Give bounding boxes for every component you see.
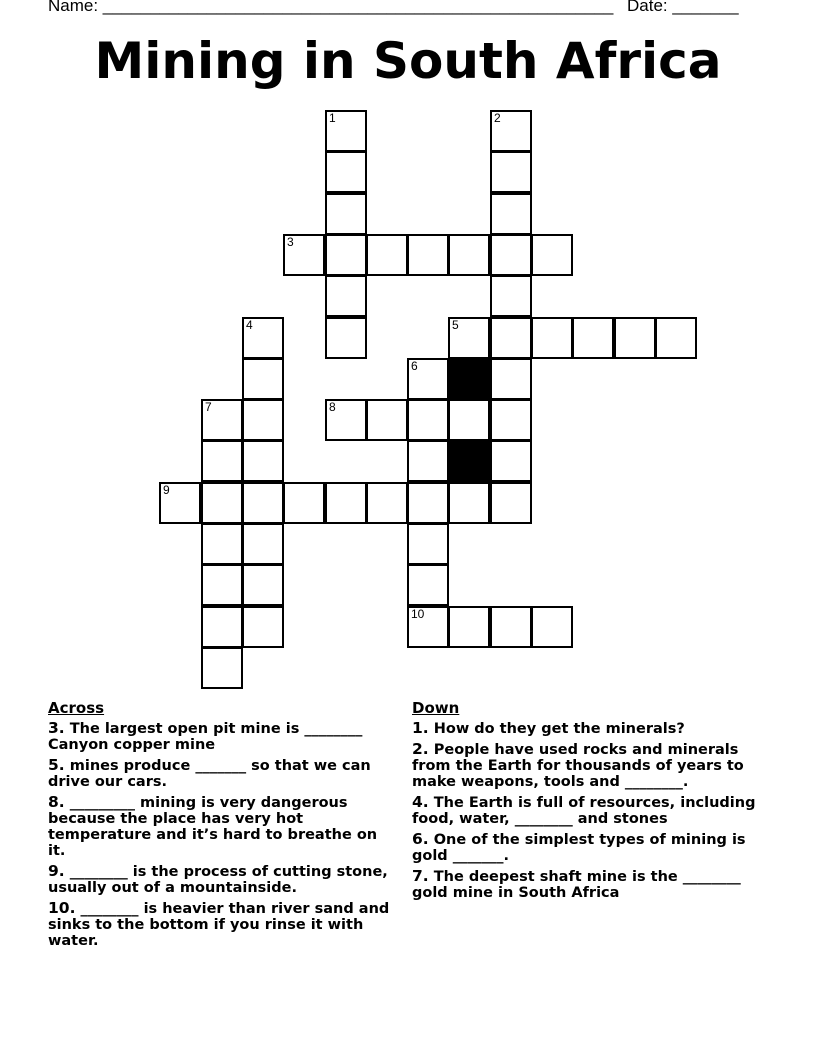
clue-text: One of the simplest types of mining is gold _______. [412,832,746,864]
crossword-cell[interactable] [407,440,449,482]
crossword-cell[interactable] [242,523,284,565]
crossword-cell[interactable] [448,317,490,359]
crossword-cell[interactable] [366,399,408,441]
clue-text: People have used rocks and minerals from the Earth for thousands of years to make weapons, tools and ________. [412,742,744,790]
crossword-cell[interactable] [407,399,449,441]
across-heading: Across [48,699,105,717]
clue-number-label: 4. [412,793,429,811]
clue-number: 2 [494,111,501,125]
crossword-cell[interactable] [490,399,532,441]
crossword-cell[interactable] [242,482,284,524]
down-clue [412,741,757,790]
down-clue [412,831,757,864]
crossword-cell[interactable] [407,564,449,606]
crossword-cell[interactable] [490,151,532,193]
crossword-cell[interactable] [407,234,449,276]
down-clue [412,720,757,737]
clue-text: The deepest shaft mine is the ________ gold mine in South Africa [412,869,741,901]
crossword-cell[interactable] [325,275,367,317]
clue-number: 9 [163,483,170,497]
across-clue [48,863,393,896]
crossword-cell[interactable] [325,234,367,276]
down-clue [412,868,757,901]
crossword-cell[interactable] [490,110,532,152]
clue-text: ________ is heavier than river sand and sinks to the bottom if you rinse it with water. [48,901,390,949]
clue-number-label: 10. [48,899,76,917]
clue-text: The Earth is full of resources, including food, water, ________ and stones [412,795,756,827]
crossword-cell[interactable] [490,234,532,276]
across-clue [48,757,393,790]
clue-number-label: 5. [48,756,65,774]
crossword-cell[interactable] [283,482,325,524]
clue-number-label: 6. [412,830,429,848]
clue-number: 5 [452,318,459,332]
crossword-cell[interactable] [242,564,284,606]
crossword-cell[interactable] [614,317,656,359]
down-heading: Down [412,699,460,717]
crossword-cell[interactable] [201,606,243,648]
crossword-cell[interactable] [407,606,449,648]
clue-number: 3 [287,235,294,249]
down-clues [412,700,757,905]
crossword-cell[interactable] [490,317,532,359]
down-clue [412,794,757,827]
crossword-cell[interactable] [531,234,573,276]
crossword-cell[interactable] [242,358,284,400]
across-clue [48,900,393,949]
crossword-cell[interactable] [201,399,243,441]
crossword-cell[interactable] [448,234,490,276]
clue-number: 1 [329,111,336,125]
across-clue-list [48,720,393,949]
clue-number-label: 9. [48,862,65,880]
clue-number-label: 8. [48,793,65,811]
crossword-cell[interactable] [448,482,490,524]
across-clue [48,720,393,753]
crossword-cell[interactable] [366,234,408,276]
date-field-label[interactable]: Date: _______ [627,0,739,15]
black-cell [448,440,490,482]
clue-text: How do they get the minerals? [428,721,685,737]
clue-number-label: 3. [48,719,65,737]
page-title: Mining in South Africa [94,32,722,90]
crossword-cell[interactable] [242,606,284,648]
crossword-cell[interactable] [242,317,284,359]
clue-text: mines produce _______ so that we can drive our cars. [48,758,371,790]
name-field-label[interactable]: Name: ______________________________________________________ [48,0,614,15]
crossword-cell[interactable] [201,523,243,565]
clue-number: 4 [246,318,253,332]
clue-number: 6 [411,359,418,373]
clue-text: _________ mining is very dangerous because the place has very hot temperature and it’s hard to breathe on it. [48,795,378,859]
crossword-cell[interactable] [242,399,284,441]
clue-number: 8 [329,400,336,414]
crossword-cell[interactable] [531,317,573,359]
crossword-cell[interactable] [242,440,284,482]
crossword-cell[interactable] [448,399,490,441]
clue-text: The largest open pit mine is ________ Canyon copper mine [48,721,363,753]
clue-text: ________ is the process of cutting stone, usually out of a mountainside. [48,864,388,896]
crossword-cell[interactable] [201,647,243,689]
crossword-cell[interactable] [325,193,367,235]
crossword-cell[interactable] [490,440,532,482]
clue-number-label: 1. [412,719,429,737]
across-clue [48,794,393,859]
crossword-cell[interactable] [201,564,243,606]
down-clue-list [412,720,757,901]
clue-number-label: 7. [412,867,429,885]
crossword-cell[interactable] [201,440,243,482]
crossword-cell[interactable] [490,482,532,524]
crossword-cell[interactable] [490,275,532,317]
crossword-cell[interactable] [531,606,573,648]
crossword-cell[interactable] [325,151,367,193]
crossword-cell[interactable] [201,482,243,524]
crossword-cell[interactable] [325,482,367,524]
clue-number: 7 [205,400,212,414]
clue-number-label: 2. [412,740,429,758]
black-cell [448,358,490,400]
crossword-cell[interactable] [325,399,367,441]
crossword-cell[interactable] [407,358,449,400]
crossword-cell[interactable] [159,482,201,524]
crossword-cell[interactable] [655,317,697,359]
crossword-cell[interactable] [490,606,532,648]
crossword-cell[interactable] [490,358,532,400]
across-clues [48,700,393,953]
crossword-cell[interactable] [325,110,367,152]
crossword-cell[interactable] [366,482,408,524]
crossword-cell[interactable] [407,482,449,524]
crossword-cell[interactable] [490,193,532,235]
crossword-cell[interactable] [325,317,367,359]
crossword-cell[interactable] [283,234,325,276]
clue-number: 10 [411,607,425,621]
crossword-cell[interactable] [572,317,614,359]
crossword-cell[interactable] [407,523,449,565]
crossword-cell[interactable] [448,606,490,648]
